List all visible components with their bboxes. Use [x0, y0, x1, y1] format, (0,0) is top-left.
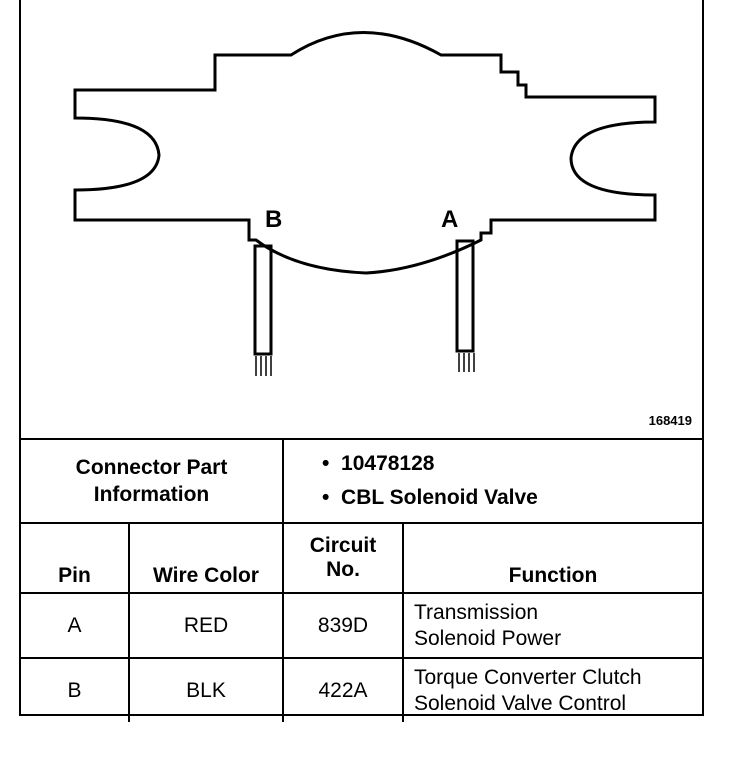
connector-outline [21, 0, 706, 438]
function-line1: Transmission [414, 600, 539, 624]
figure-number: 168419 [648, 413, 692, 428]
header-circuit-line2: No. [326, 558, 360, 581]
connector-part-item: • CBL Solenoid Valve [322, 486, 538, 509]
header-function: Function [403, 523, 702, 593]
function-cell [403, 658, 702, 722]
circuit-cell: 839D [283, 593, 403, 658]
function-cell [403, 593, 702, 658]
pin-cell: B [21, 658, 129, 722]
function-line1: Torque Converter Clutch [414, 665, 642, 689]
terminal-a [457, 241, 473, 351]
function-line2: Solenoid Power [414, 626, 562, 650]
connector-part-row [21, 439, 702, 523]
connector-part-label-line1: Connector Part [75, 456, 228, 479]
connector-drawing [21, 0, 706, 438]
pin-a-label: A [441, 206, 459, 233]
wire-color-cell: BLK [129, 658, 283, 722]
header-pin: Pin [21, 523, 129, 593]
function-line2: Solenoid Valve Control [414, 691, 627, 715]
pin-cell: A [21, 593, 129, 658]
header-circuit-line1: Circuit [309, 534, 377, 557]
header-row [21, 523, 702, 593]
table-row [21, 658, 702, 722]
pin-b-label: B [265, 206, 283, 233]
connector-part-item: • 10478128 [322, 452, 435, 475]
wire-color-cell: RED [129, 593, 283, 658]
connector-body [75, 33, 655, 274]
connector-part-items [283, 439, 702, 523]
terminal-b [255, 246, 271, 354]
header-wire-color: Wire Color [129, 523, 283, 593]
connector-table [21, 438, 702, 722]
part-description: CBL Solenoid Valve [341, 486, 538, 509]
table-row [21, 593, 702, 658]
circuit-cell: 422A [283, 658, 403, 722]
connector-figure [19, 0, 704, 716]
connector-part-label [21, 439, 283, 523]
header-circuit [283, 523, 403, 593]
connector-part-label-line2: Information [93, 483, 210, 506]
part-number: 10478128 [341, 452, 435, 475]
